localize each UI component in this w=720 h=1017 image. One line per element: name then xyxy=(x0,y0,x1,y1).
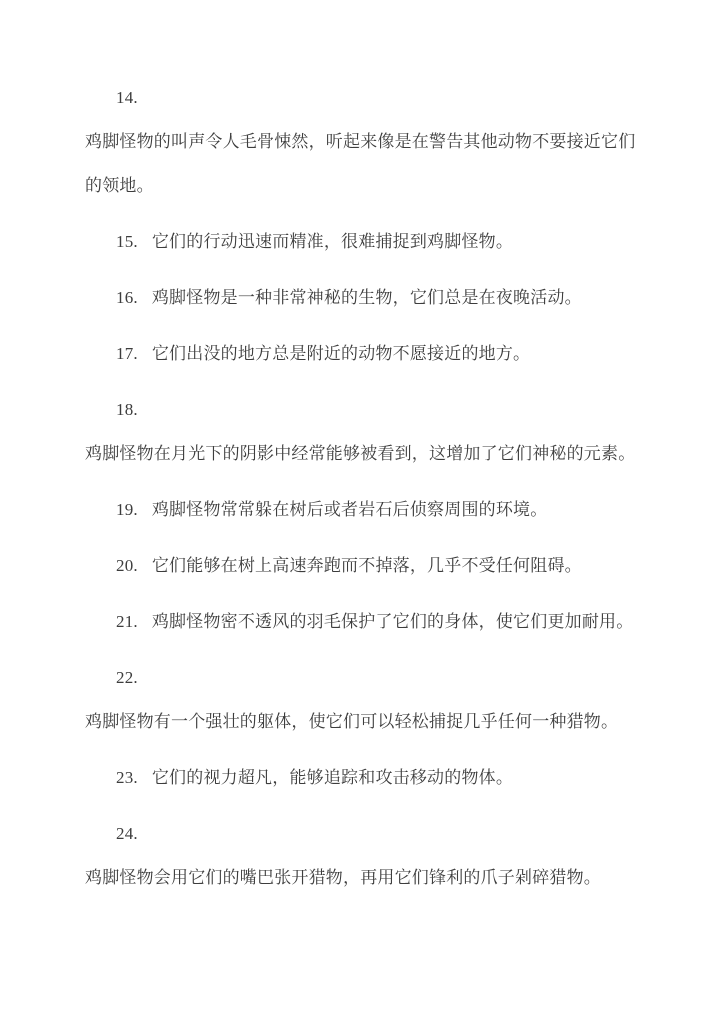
item-line xyxy=(85,756,637,800)
list-item-16 xyxy=(85,276,637,320)
list-item-14 xyxy=(85,76,637,208)
item-number: 22. xyxy=(116,668,138,687)
item-line xyxy=(85,220,637,264)
item-number: 15. xyxy=(116,232,138,251)
list-item-24 xyxy=(85,812,637,900)
item-text-line: 鸡脚怪物在月光下的阴影中经常能够被看到，这增加了它们神秘的元素。 xyxy=(85,444,636,463)
item-number: 14. xyxy=(116,88,138,107)
item-line xyxy=(85,332,637,376)
item-line xyxy=(85,544,637,588)
item-text-line: 的领地。 xyxy=(85,176,154,195)
item-number: 23. xyxy=(116,768,138,787)
item-text: 它们的行动迅速而精准，很难捕捉到鸡脚怪物。 xyxy=(151,232,514,251)
item-text: 它们能够在树上高速奔跑而不掉落，几乎不受任何阻碍。 xyxy=(151,556,582,575)
item-number: 21. xyxy=(116,612,138,631)
list-item-20 xyxy=(85,544,637,588)
item-number: 17. xyxy=(116,344,138,363)
item-text-line: 鸡脚怪物有一个强壮的躯体，使它们可以轻松捕捉几乎任何一种猎物。 xyxy=(85,712,619,731)
list-item-22 xyxy=(85,656,637,744)
item-text: 它们的视力超凡，能够追踪和攻击移动的物体。 xyxy=(151,768,514,787)
list-item-15 xyxy=(85,220,637,264)
item-text: 鸡脚怪物常常躲在树后或者岩石后侦察周围的环境。 xyxy=(151,500,548,519)
item-text-line: 鸡脚怪物的叫声令人毛骨悚然，听起来像是在警告其他动物不要接近它们 xyxy=(85,132,636,151)
document-content xyxy=(85,76,637,900)
item-number: 16. xyxy=(116,288,138,307)
item-line xyxy=(85,488,637,532)
item-text: 它们出没的地方总是附近的动物不愿接近的地方。 xyxy=(151,344,531,363)
list-item-21 xyxy=(85,600,637,644)
item-line xyxy=(85,276,637,320)
item-text-line: 鸡脚怪物会用它们的嘴巴张开猎物，再用它们锋利的爪子剁碎猎物。 xyxy=(85,868,601,887)
item-text: 鸡脚怪物是一种非常神秘的生物，它们总是在夜晚活动。 xyxy=(151,288,582,307)
list-item-23 xyxy=(85,756,637,800)
item-text: 鸡脚怪物密不透风的羽毛保护了它们的身体，使它们更加耐用。 xyxy=(151,612,634,631)
item-number: 18. xyxy=(116,400,138,419)
item-number: 20. xyxy=(116,556,138,575)
item-number: 19. xyxy=(116,500,138,519)
item-line xyxy=(85,600,637,644)
list-item-17 xyxy=(85,332,637,376)
list-item-18 xyxy=(85,388,637,476)
list-item-19 xyxy=(85,488,637,532)
item-number: 24. xyxy=(116,824,138,843)
